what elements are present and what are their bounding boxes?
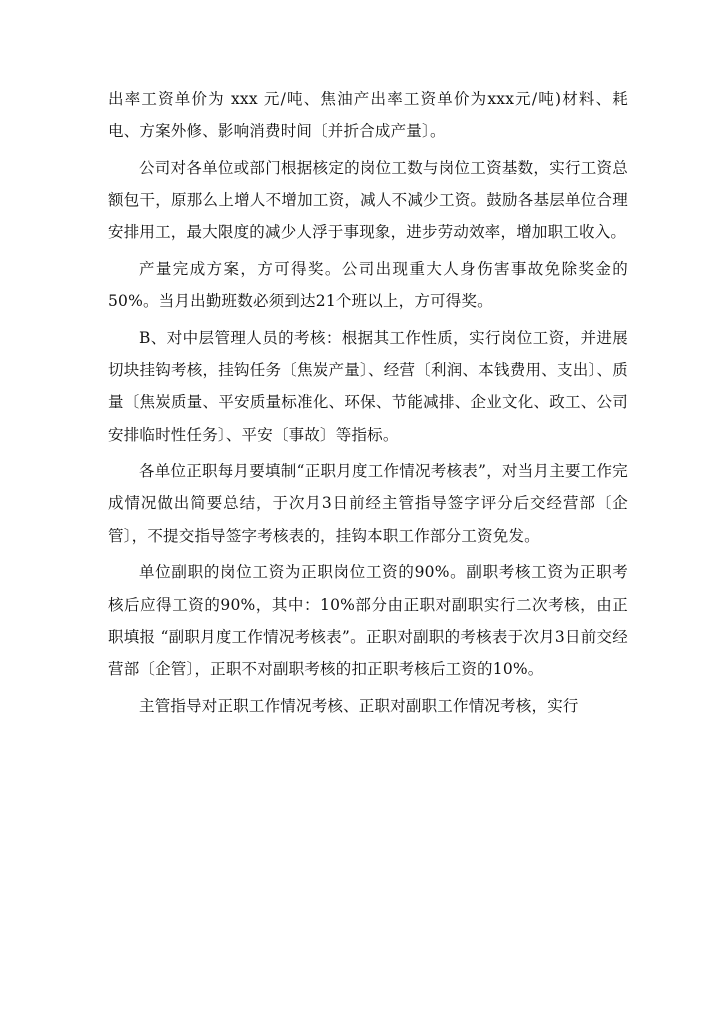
paragraph-7: 主管指导对正职工作情况考核、正职对副职工作情况考核，实行 (139, 696, 579, 715)
paragraph-4: B、对中层管理人员的考核：根据其工作性质，实行岗位工资，并进展切块挂钩考核，挂钩任务〔焦炭产量〕、经营〔利润、本钱费用、支出〕、质量〔焦炭质量、平安质量标准化、环保、节能减排、企业文化、政工、公司安排临时性任务〕、平安〔事故〕等指标。 (108, 328, 628, 444)
paragraph-2: 公司对各单位或部门根据核定的岗位工数与岗位工资基数，实行工资总额包干，原那么上增人不增加工资，减人不减少工资。鼓励各基层单位合理安排用工，最大限度的减少人浮于事现象，进步劳动效率，增加职工收入。 (108, 158, 628, 242)
paragraph-5: 各单位正职每月要填制“正职月度工作情况考核表”，对当月主要工作完成情况做出简要总结，于次月3日前经主管指导签字评分后交经营部〔企管〕，不提交指导签字考核表的，挂钩本职工作部分工资免发。 (108, 462, 628, 545)
document-page (108, 83, 628, 726)
paragraph-6: 单位副职的岗位工资为正职岗位工资的90%。副职考核工资为正职考核后应得工资的90%，其中：10%部分由正职对副职实行二次考核，由正职填报 “副职月度工作情况考核表”。正职对副职的考核表于次月3日前交经营部〔企管〕，正职不对副职考核的扣正职考核后工资的10%。 (108, 563, 628, 678)
paragraph-3: 产量完成方案，方可得奖。公司出现重大人身伤害事故免除奖金的50%。当月出勤班数必须到达21个班以上，方可得奖。 (108, 260, 628, 311)
paragraph-1: 出率工资单价为 xxx 元/吨、焦油产出率工资单价为xxx元/吨)材料、耗电、方案外修、影响消费时间〔并折合成产量〕。 (108, 90, 628, 141)
